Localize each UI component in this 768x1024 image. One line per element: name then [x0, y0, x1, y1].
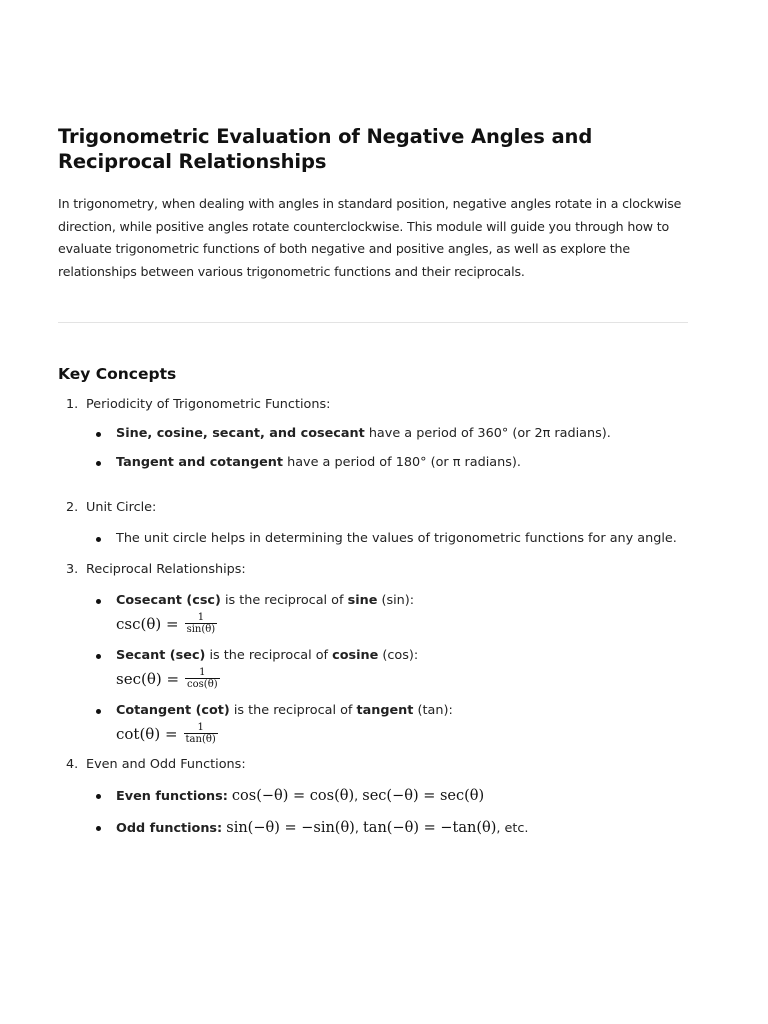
concept-item-reciprocal: [58, 561, 688, 745]
fraction-denominator: tan(θ): [185, 734, 216, 745]
bullet-bold-text: cosine: [332, 648, 379, 663]
concept-number: 4.: [66, 757, 79, 772]
fraction: [185, 667, 220, 690]
bullet-dot: [96, 461, 101, 466]
separator-text: ,: [354, 821, 363, 836]
document-content: [58, 124, 688, 840]
bullet-text: (sin):: [377, 593, 415, 608]
concept-item-unit-circle: [58, 499, 688, 548]
separator-text: ,: [354, 789, 363, 804]
list-item: [116, 785, 688, 808]
math-expression: sin(−θ) = −sin(θ): [226, 820, 355, 836]
bullet-text: is the reciprocal of: [205, 648, 333, 663]
concept-item-even-odd: [58, 756, 688, 840]
bullet-bold-text: Secant (sec): [116, 648, 206, 663]
bullet-dot: [96, 599, 101, 604]
bullet-text: have a period of 360° (or 2π radians).: [364, 426, 611, 441]
concept-bullets: [86, 592, 688, 745]
section-divider: [58, 322, 688, 323]
fraction-numerator: 1: [197, 722, 204, 733]
list-item: [116, 530, 688, 548]
bullet-bold-text: Sine, cosine, secant, and cosecant: [116, 426, 365, 441]
bullet-dot: [96, 709, 101, 714]
concept-number: 2.: [66, 500, 79, 515]
bullet-bold-text: Tangent and cotangent: [116, 455, 284, 470]
fraction-denominator: cos(θ): [187, 679, 218, 690]
bullet-bold-text: Odd functions:: [116, 821, 223, 836]
bullet-dot: [96, 826, 101, 831]
bullet-text: is the reciprocal of: [229, 703, 357, 718]
concept-title: Unit Circle:: [86, 500, 157, 515]
formula-lhs: sec(θ) =: [116, 669, 180, 688]
concept-number: 3.: [66, 562, 79, 577]
formula-cot: [116, 722, 688, 745]
fraction-denominator: sin(θ): [186, 624, 216, 635]
math-expression: cos(−θ) = cos(θ): [231, 788, 355, 804]
bullet-text: (cos):: [378, 648, 419, 663]
bullet-bold-text: Cosecant (csc): [116, 593, 221, 608]
list-item: [116, 592, 688, 635]
bullet-bold-text: Cotangent (cot): [116, 703, 230, 718]
list-item: [116, 454, 688, 472]
bullet-dot: [96, 794, 101, 799]
concept-bullets: [86, 785, 688, 840]
key-concepts-list: [58, 396, 688, 840]
list-item: [116, 425, 688, 443]
bullet-dot: [96, 654, 101, 659]
list-item: [116, 702, 688, 745]
formula-lhs: csc(θ) =: [116, 614, 179, 633]
fraction-numerator: 1: [197, 612, 205, 623]
bullet-dot: [96, 537, 101, 542]
concept-bullets: [86, 425, 688, 472]
bullet-text: , etc.: [496, 821, 529, 836]
intro-paragraph: In trigonometry, when dealing with angles in standard position, negative angles rotate in a clockwise direction, while positive angles rotate counterclockwise. This module will guide you through how to evaluate trigonometric functions of both negative and positive angles, as well as explore the relationships between various trigonometric functions and their reciprocals.: [58, 196, 682, 279]
formula-sec: [116, 667, 688, 690]
formula-csc: [116, 612, 688, 635]
bullet-bold-text: tangent: [356, 703, 414, 718]
bullet-text: The unit circle helps in determining the values of trigonometric functions for any angle.: [116, 531, 677, 546]
bullet-text: is the reciprocal of: [220, 593, 348, 608]
bullet-text: (tan):: [413, 703, 453, 718]
math-expression: tan(−θ) = −tan(θ): [362, 820, 497, 836]
concept-number: 1.: [66, 397, 79, 412]
fraction: [185, 612, 218, 635]
concept-title: Periodicity of Trigonometric Functions:: [86, 397, 331, 412]
concept-bullets: [86, 530, 688, 548]
list-item: [116, 647, 688, 690]
concept-item-periodicity: [58, 396, 688, 472]
fraction-numerator: 1: [199, 667, 206, 678]
section-heading: Key Concepts: [58, 365, 177, 383]
bullet-bold-text: sine: [347, 593, 378, 608]
math-expression: sec(−θ) = sec(θ): [362, 788, 485, 804]
concept-title: Even and Odd Functions:: [86, 757, 246, 772]
bullet-bold-text: Even functions:: [116, 789, 228, 804]
bullet-text: have a period of 180° (or π radians).: [283, 455, 521, 470]
list-item: [116, 817, 688, 840]
bullet-dot: [96, 432, 101, 437]
page-title: Trigonometric Evaluation of Negative Angles and Reciprocal Relationships: [58, 125, 593, 173]
fraction: [184, 722, 218, 745]
formula-lhs: cot(θ) =: [116, 724, 178, 743]
concept-title: Reciprocal Relationships:: [86, 562, 246, 577]
